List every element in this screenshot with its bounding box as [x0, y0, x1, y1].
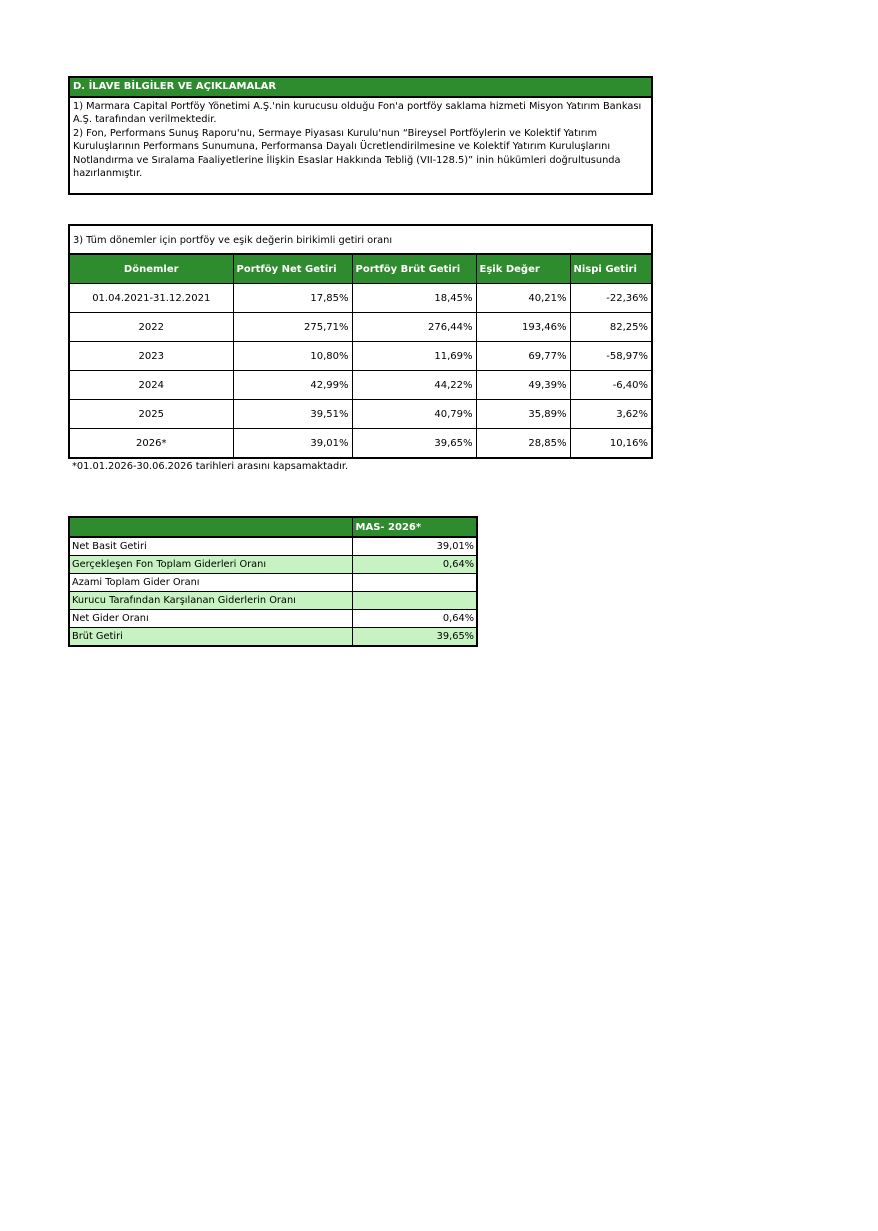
mas-header-blank [70, 518, 352, 537]
mas-row-value: 39,65% [352, 628, 476, 646]
period-cell: 2023 [70, 342, 233, 371]
header-portfoy-brut-getiri: Portföy Brüt Getiri [352, 255, 476, 284]
returns-header-row [70, 255, 651, 284]
net-return-cell: 275,71% [233, 313, 352, 342]
table-row [70, 610, 476, 628]
header-nispi-getiri: Nispi Getiri [570, 255, 651, 284]
mas-header-row [70, 518, 476, 537]
header-donemler: Dönemler [70, 255, 233, 284]
mas-row-value: 39,01% [352, 537, 476, 556]
mas-row-value [352, 574, 476, 592]
benchmark-cell: 35,89% [476, 400, 570, 429]
period-cell: 2024 [70, 371, 233, 400]
section-d-box [68, 76, 653, 195]
section-d-body [70, 98, 651, 182]
net-return-cell: 39,51% [233, 400, 352, 429]
returns-table [70, 254, 651, 457]
mas-row-label: Brüt Getiri [70, 628, 352, 646]
relative-return-cell: -6,40% [570, 371, 651, 400]
mas-table [70, 518, 476, 645]
benchmark-cell: 193,46% [476, 313, 570, 342]
period-cell: 01.04.2021-31.12.2021 [70, 284, 233, 313]
gross-return-cell: 18,45% [352, 284, 476, 313]
gross-return-cell: 40,79% [352, 400, 476, 429]
benchmark-cell: 49,39% [476, 371, 570, 400]
table-row [70, 284, 651, 313]
header-esik-deger: Eşik Değer [476, 255, 570, 284]
mas-table-box [68, 516, 478, 647]
net-return-cell: 42,99% [233, 371, 352, 400]
relative-return-cell: 3,62% [570, 400, 651, 429]
net-return-cell: 10,80% [233, 342, 352, 371]
net-return-cell: 39,01% [233, 429, 352, 458]
mas-row-value: 0,64% [352, 610, 476, 628]
gross-return-cell: 276,44% [352, 313, 476, 342]
returns-table-title: 3) Tüm dönemler için portföy ve eşik değerin birikimli getiri oranı [70, 226, 651, 254]
table-row [70, 628, 476, 646]
relative-return-cell: -58,97% [570, 342, 651, 371]
returns-table-box [68, 224, 653, 459]
mas-row-label: Net Gider Oranı [70, 610, 352, 628]
period-cell: 2026* [70, 429, 233, 458]
mas-row-label: Kurucu Tarafından Karşılanan Giderlerin Oranı [70, 592, 352, 610]
gross-return-cell: 44,22% [352, 371, 476, 400]
table-row [70, 537, 476, 556]
section-d-paragraph-1: 1) Marmara Capital Portföy Yönetimi A.Ş.'nin kurucusu olduğu Fon'a portföy saklama hizmeti Misyon Yatırım Bankası A.Ş. tarafından verilmektedir. [73, 101, 642, 126]
table-row [70, 371, 651, 400]
mas-row-label: Gerçekleşen Fon Toplam Giderleri Oranı [70, 556, 352, 574]
relative-return-cell: -22,36% [570, 284, 651, 313]
mas-row-label: Azami Toplam Gider Oranı [70, 574, 352, 592]
section-d-title: D. İLAVE BİLGİLER VE AÇIKLAMALAR [70, 78, 651, 98]
gross-return-cell: 39,65% [352, 429, 476, 458]
table-row [70, 342, 651, 371]
table-row [70, 574, 476, 592]
header-portfoy-net-getiri: Portföy Net Getiri [233, 255, 352, 284]
period-cell: 2022 [70, 313, 233, 342]
table-row [70, 592, 476, 610]
mas-row-value [352, 592, 476, 610]
table-row [70, 400, 651, 429]
table-row [70, 429, 651, 458]
mas-row-label: Net Basit Getiri [70, 537, 352, 556]
table-row [70, 313, 651, 342]
section-d-paragraph-2: 2) Fon, Performans Sunuş Raporu'nu, Sermaye Piyasası Kurulu'nun “Bireysel Portföylerin ve Kolektif Yatırım Kuruluşlarının Performans Sunumuna, Performansa Dayalı Ücretlendirilmesine ve Kolektif Yatırım Kuruluşlarını Notlandırma ve Sıralama Faaliyetlerine İlişkin Esaslar Hakkında Tebliğ (VII-128.5)” inin hükümleri doğrultusunda hazırlanmıştır. [73, 127, 621, 180]
period-cell: 2025 [70, 400, 233, 429]
relative-return-cell: 10,16% [570, 429, 651, 458]
benchmark-cell: 40,21% [476, 284, 570, 313]
net-return-cell: 17,85% [233, 284, 352, 313]
table-row [70, 556, 476, 574]
benchmark-cell: 69,77% [476, 342, 570, 371]
benchmark-cell: 28,85% [476, 429, 570, 458]
gross-return-cell: 11,69% [352, 342, 476, 371]
relative-return-cell: 82,25% [570, 313, 651, 342]
mas-header-label: MAS- 2026* [352, 518, 476, 537]
mas-row-value: 0,64% [352, 556, 476, 574]
returns-footnote: *01.01.2026-30.06.2026 tarihleri arasını kapsamaktadır. [72, 461, 349, 472]
